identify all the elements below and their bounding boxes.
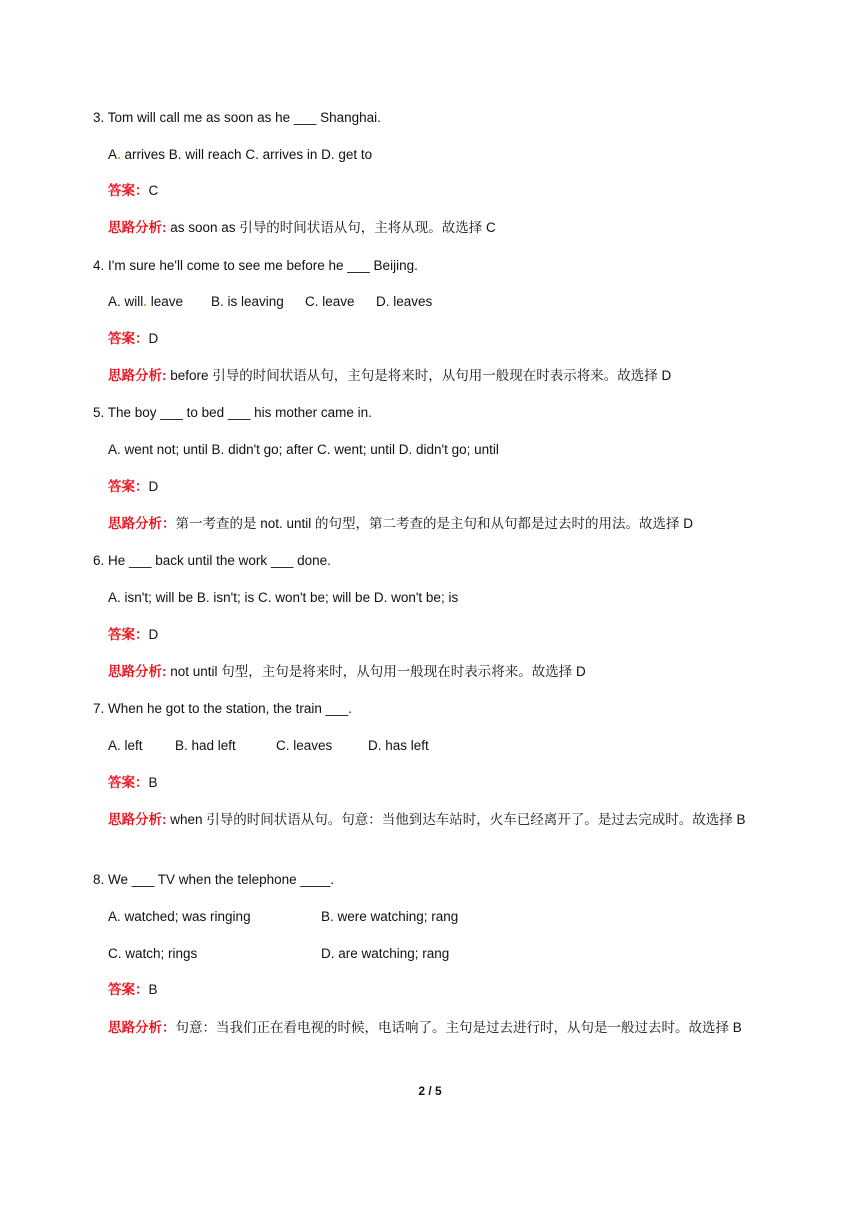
analysis-text: not until 句型，主句是将来时，从句用一般现在时表示将来。故选择 D [170, 664, 586, 679]
question-3-analysis [108, 219, 496, 237]
answer-label: 答案： [108, 775, 149, 790]
question-8-options-row2 [108, 945, 808, 963]
option-a-prefix: A [108, 147, 118, 162]
analysis-label: 思路分析: [108, 220, 167, 235]
question-4-answer [108, 330, 158, 348]
option-a: A. watched; was ringing [108, 909, 251, 924]
analysis-label: 思路分析: [108, 664, 167, 679]
answer-label: 答案： [108, 627, 149, 642]
analysis-label: 思路分析： [108, 1020, 176, 1035]
option-b: B. were watching; rang [321, 909, 459, 924]
question-8-options-row1 [108, 908, 808, 926]
option-d: D. are watching; rang [321, 946, 450, 961]
question-5-answer [108, 478, 158, 496]
options-rest: arrives B. will reach C. arrives in D. get to [120, 147, 373, 162]
analysis-label: 思路分析: [108, 812, 167, 827]
question-4-options [108, 293, 808, 311]
question-3-stem: 3. Tom will call me as soon as he ___ Shanghai. [93, 110, 381, 125]
question-8-analysis [78, 1016, 788, 1039]
question-7-answer [108, 774, 158, 792]
question-8-answer [108, 981, 158, 999]
analysis-label: 思路分析： [108, 516, 176, 531]
dot-mark: . [143, 294, 148, 309]
answer-value: B [148, 775, 158, 790]
analysis-text: before 引导的时间状语从句，主句是将来时，从句用一般现在时表示将来。故选择 D [170, 368, 672, 383]
answer-label: 答案： [108, 331, 149, 346]
analysis-text: 句意：当我们正在看电视的时候，电话响了。主句是过去进行时，从句是一般过去时。故选择 B [175, 1020, 742, 1035]
option-c: C. leaves [276, 738, 333, 753]
answer-value: D [148, 479, 159, 494]
answer-value: C [148, 183, 159, 198]
option-c: C. leave [305, 294, 355, 309]
answer-value: B [148, 982, 158, 997]
question-5-analysis [108, 515, 693, 533]
answer-label: 答案： [108, 479, 149, 494]
option-d: D. has left [368, 738, 429, 753]
analysis-text: 第一考查的是 not. until 的句型，第二考查的是主句和从句都是过去时的用法。故选择 D [175, 516, 694, 531]
answer-value: D [148, 331, 159, 346]
answer-label: 答案： [108, 982, 149, 997]
question-7-options [108, 737, 808, 755]
question-4-analysis [108, 367, 671, 385]
question-5-stem: 5. The boy ___ to bed ___ his mother came in. [93, 405, 372, 420]
option-d: D. leaves [376, 294, 433, 309]
answer-value: D [148, 627, 159, 642]
option-b: B. is leaving [211, 294, 284, 309]
question-7-analysis [78, 808, 788, 831]
option-c: C. watch; rings [108, 946, 198, 961]
question-6-answer [108, 626, 158, 644]
option-a: A. left [108, 738, 143, 753]
question-4-stem: 4. I'm sure he'll come to see me before he ___ Beijing. [93, 258, 418, 273]
question-5-options: A. went not; until B. didn't go; after C. went; until D. didn't go; until [108, 442, 499, 457]
question-6-stem: 6. He ___ back until the work ___ done. [93, 553, 331, 568]
question-6-options: A. isn't; will be B. isn't; is C. won't be; will be D. won't be; is [108, 590, 459, 605]
page-number: 2 / 5 [418, 1084, 442, 1098]
question-3-answer [108, 182, 158, 200]
question-7-stem: 7. When he got to the station, the train ___. [93, 701, 352, 716]
question-3-options [108, 146, 372, 164]
analysis-label: 思路分析: [108, 368, 167, 383]
dot-mark: . [117, 147, 121, 162]
question-8-stem: 8. We ___ TV when the telephone ____. [93, 872, 335, 887]
option-b: B. had left [175, 738, 236, 753]
answer-label: 答案： [108, 183, 149, 198]
option-a: A. will. leave [108, 294, 184, 309]
analysis-text: when 引导的时间状语从句。句意：当他到达车站时，火车已经离开了。是过去完成时。故选择 B [170, 812, 746, 827]
question-6-analysis [108, 663, 586, 681]
analysis-text: as soon as 引导的时间状语从句，主将从现。故选择 C [170, 220, 496, 235]
